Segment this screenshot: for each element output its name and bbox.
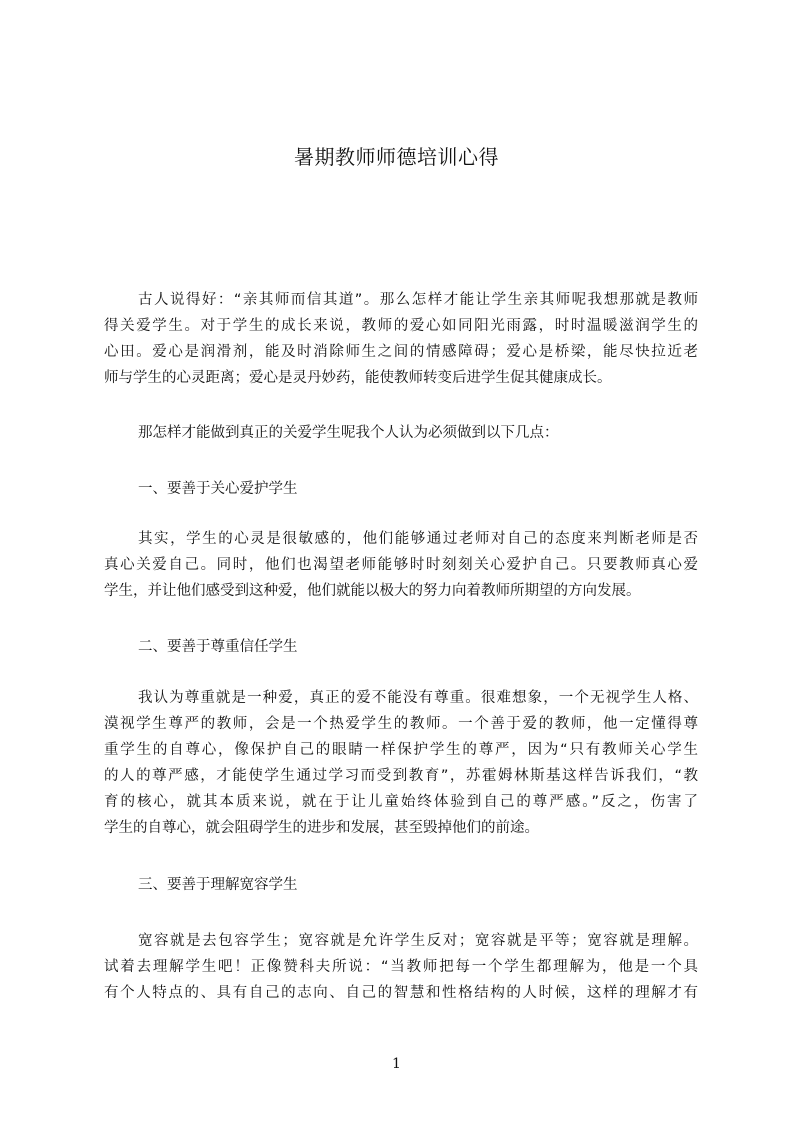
paragraph-3	[104, 526, 698, 604]
paragraph-4	[104, 685, 698, 841]
paragraph-line: 古人说得好：“亲其师而信其道”。那么怎样才能让学生亲其师呢我想那就是教师	[138, 292, 698, 308]
paragraph-line: 我认为尊重就是一种爱，真正的爱不能没有尊重。很难想象，一个无视学生人格、	[138, 690, 698, 706]
paragraph-line: 学生，并让他们感受到这种爱，他们就能以极大的努力向着教师所期望的方向发展。	[104, 583, 641, 599]
document-title: 暑期教师师德培训心得	[294, 145, 499, 169]
section-heading-2: 二、要善于尊重信任学生	[138, 639, 298, 655]
paragraph-line: 师与学生的心灵距离；爱心是灵丹妙药，能使教师转变后进学生促其健康成长。	[104, 370, 612, 386]
paragraph-line: 漠视学生尊严的教师，会是一个热爱学生的教师。一个善于爱的教师，他一定懂得尊	[104, 716, 698, 732]
paragraph-line: 有个人特点的、具有自己的志向、自己的智慧和性格结构的人时候，这样的理解才有	[104, 985, 698, 1001]
paragraph-1	[104, 287, 698, 391]
paragraph-line: 那怎样才能做到真正的关爱学生呢我个人认为必须做到以下几点：	[138, 425, 559, 441]
paragraph-line: 其实，学生的心灵是很敏感的，他们能够通过老师对自己的态度来判断老师是否	[138, 531, 698, 547]
paragraph-line: 真心关爱自己。同时，他们也渴望老师能够时时刻刻关心爱护自己。只要教师真心爱	[104, 557, 698, 573]
paragraph-line: 宽容就是去包容学生；宽容就是允许学生反对；宽容就是平等；宽容就是理解。	[138, 933, 698, 949]
section-heading-3: 三、要善于理解宽容学生	[138, 877, 298, 893]
section-heading-1: 一、要善于关心爱护学生	[138, 481, 298, 497]
paragraph-5	[104, 928, 698, 1006]
paragraph-line: 学生的自尊心，就会阻碍学生的进步和发展，甚至毁掉他们的前途。	[104, 820, 539, 836]
paragraph-line: 重学生的自尊心，像保护自己的眼睛一样保护学生的尊严，因为“只有教师关心学生	[104, 742, 698, 758]
paragraph-line: 得关爱学生。对于学生的成长来说，教师的爱心如同阳光雨露，时时温暖滋润学生的	[104, 318, 698, 334]
page-number: 1	[392, 1056, 401, 1072]
paragraph-line: 的人的尊严感，才能使学生通过学习而受到教育”，苏霍姆林斯基这样告诉我们，“教	[104, 768, 698, 784]
paragraph-line: 心田。爱心是润滑剂，能及时消除师生之间的情感障碍；爱心是桥梁，能尽快拉近老	[104, 344, 698, 360]
paragraph-line: 育的核心，就其本质来说，就在于让儿童始终体验到自己的尊严感。”反之，伤害了	[104, 794, 698, 810]
paragraph-line: 试着去理解学生吧！正像赞科夫所说：“当教师把每一个学生都理解为，他是一个具	[104, 959, 698, 975]
paragraph-2	[104, 420, 698, 446]
